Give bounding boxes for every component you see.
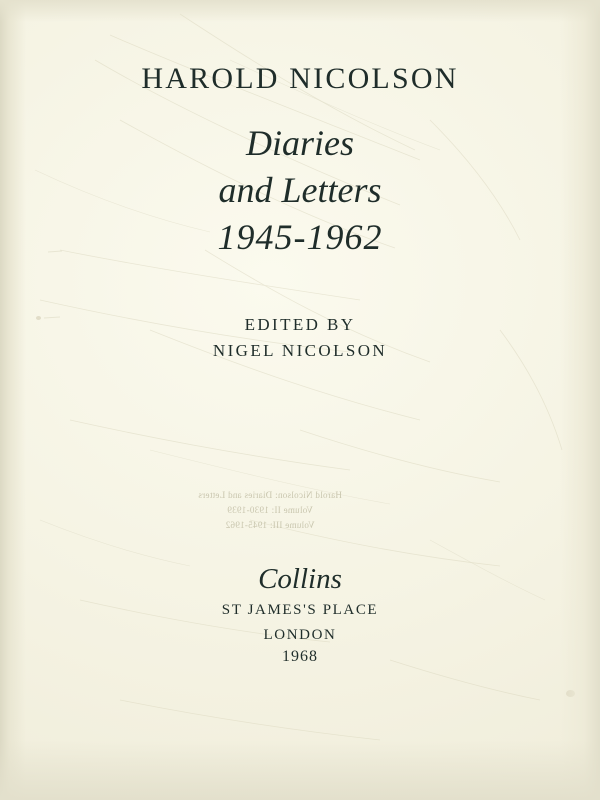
publication-year: 1968 [282,648,318,665]
publisher-imprint [0,562,600,666]
book-title-line-3: 1945-1962 [217,217,383,257]
book-title-line-1: Diaries [246,123,354,163]
bleed-through-text: Harold Nicolson: Diaries and Letters Volume II: 1930-1939 Volume III: 1945-1962 [198,490,342,530]
editor-credit [0,312,600,364]
editor-name: NIGEL NICOLSON [212,341,388,360]
edited-by-label: EDITED BY [244,315,356,334]
publisher-name: Collins [258,563,342,595]
publisher-city: LONDON [263,627,337,643]
author-name: HAROLD NICOLSON [141,62,459,95]
publisher-address: ST JAMES'S PLACE [221,602,379,618]
book-title-line-2: and Letters [218,170,382,210]
book-title [0,120,600,261]
